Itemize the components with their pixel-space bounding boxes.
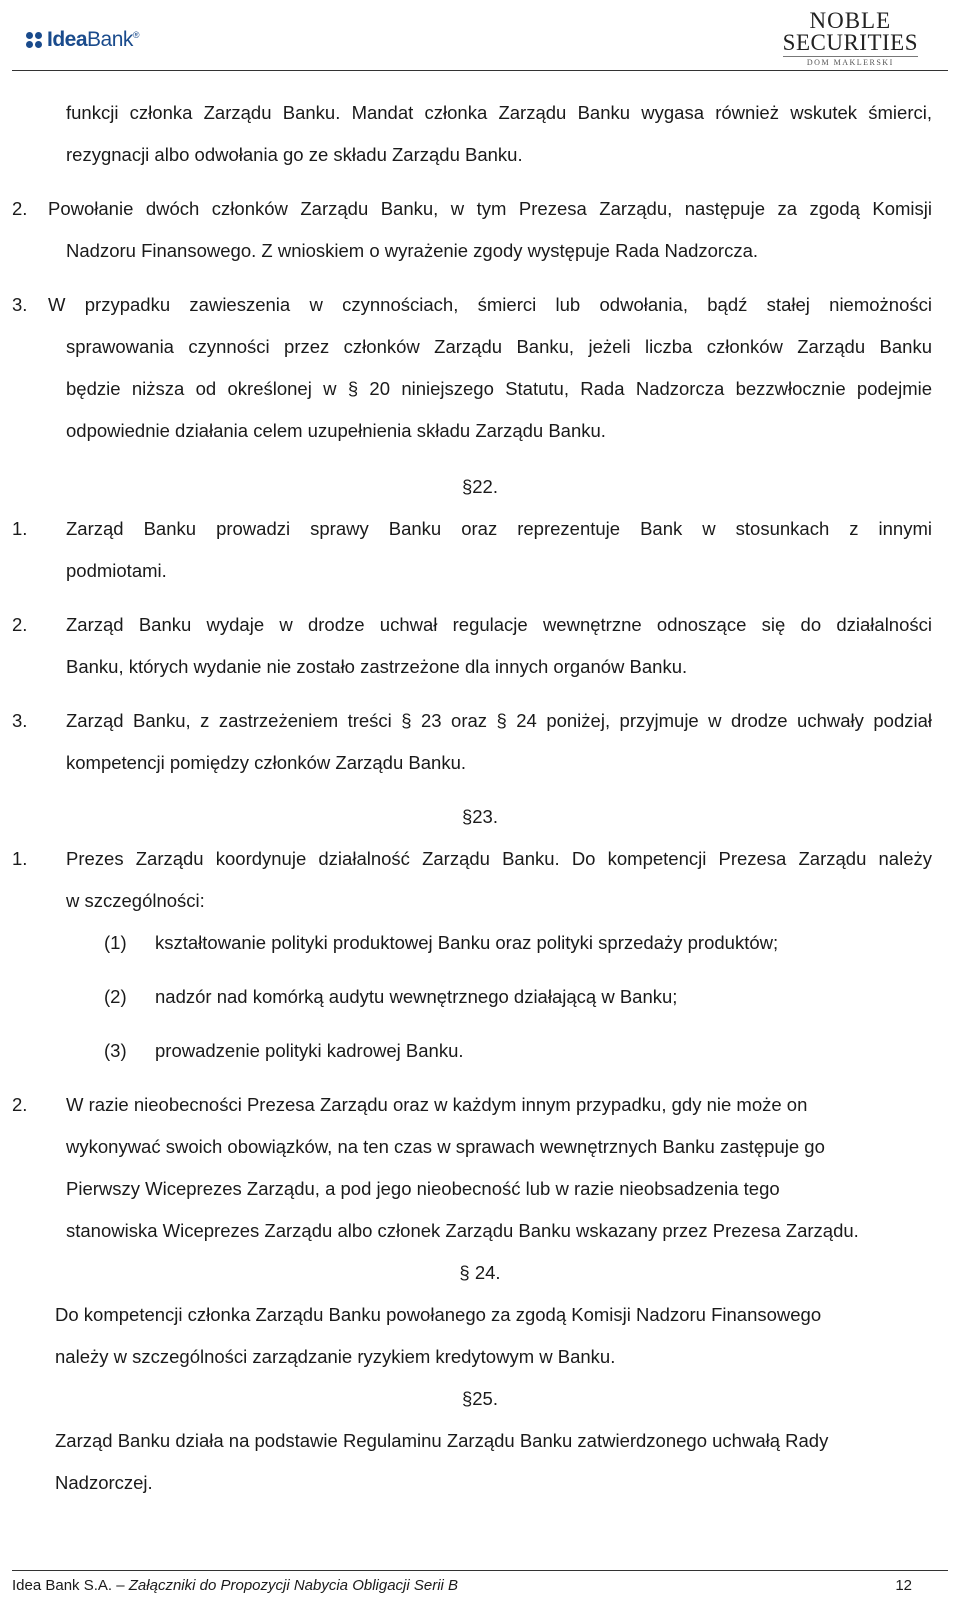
body-line: Banku, których wydanie nie zostało zastrzeżone dla innych organów Banku. xyxy=(66,656,688,677)
footer-title xyxy=(12,1577,458,1594)
item-number: 2. xyxy=(12,614,28,635)
logo-securities: SECURITIES xyxy=(782,30,918,55)
list-item: nadzór nad komórką audytu wewnętrznego działającą w Banku; xyxy=(155,986,678,1007)
body-line: w szczególności: xyxy=(66,890,205,911)
list-item-number: (3) xyxy=(104,1040,127,1061)
body-line: Zarząd Banku prowadzi sprawy Banku oraz reprezentuje Bank w stosunkach z innymi xyxy=(66,518,932,539)
list-item: prowadzenie polityki kadrowej Banku. xyxy=(155,1040,464,1061)
idea-bank-logo: IdeaBank® xyxy=(26,28,139,52)
item-number: 2. xyxy=(12,198,28,219)
footer-divider xyxy=(12,1570,948,1571)
body-line: Do kompetencji członka Zarządu Banku powołanego za zgodą Komisji Nadzoru Finansowego xyxy=(55,1304,822,1325)
body-line: rezygnacji albo odwołania go ze składu Zarządu Banku. xyxy=(66,144,523,165)
page-number: 12 xyxy=(895,1577,912,1594)
section-heading: § 24. xyxy=(459,1262,501,1283)
body-line: Powołanie dwóch członków Zarządu Banku, w tym Prezesa Zarządu, następuje za zgodą Komisji xyxy=(48,198,932,219)
body-line: Nadzorczej. xyxy=(55,1472,153,1493)
logo-text-bold: Idea xyxy=(47,28,88,51)
item-number: 3. xyxy=(12,294,28,315)
section-heading: §22. xyxy=(461,476,498,497)
list-item-number: (1) xyxy=(104,932,127,953)
header-divider xyxy=(12,70,948,71)
item-number: 1. xyxy=(12,848,28,869)
body-line: Nadzoru Finansowego. Z wnioskiem o wyrażenie zgody występuje Rada Nadzorcza. xyxy=(66,240,759,261)
footer-dash: – xyxy=(112,1577,129,1594)
footer-company: Idea Bank S.A. xyxy=(12,1577,113,1594)
body-line: Pierwszy Wiceprezes Zarządu, a pod jego nieobecność lub w razie nieobsadzenia tego xyxy=(66,1178,780,1199)
body-line: stanowiska Wiceprezes Zarządu albo członek Zarządu Banku wskazany przez Prezesa Zarządu. xyxy=(66,1220,859,1241)
logo-dom-maklerski: DOM MAKLERSKI xyxy=(783,56,918,67)
body-line: Prezes Zarządu koordynuje działalność Zarządu Banku. Do kompetencji Prezesa Zarządu należy xyxy=(66,848,932,869)
logo-text-rest: Bank xyxy=(87,28,133,51)
section-heading: §23. xyxy=(461,806,498,827)
section-heading: §25. xyxy=(461,1388,498,1409)
body-line: Zarząd Banku wydaje w drodze uchwał regulacje wewnętrzne odnoszące się do działalności xyxy=(66,614,932,635)
item-number: 2. xyxy=(12,1094,28,1115)
body-line: W razie nieobecności Prezesa Zarządu oraz w każdym innym przypadku, gdy nie może on xyxy=(66,1094,808,1115)
logo-noble: NOBLE xyxy=(809,8,892,33)
list-item: kształtowanie polityki produktowej Banku oraz polityki sprzedaży produktów; xyxy=(155,932,779,953)
body-line: funkcji członka Zarządu Banku. Mandat członka Zarządu Banku wygasa również wskutek śmierci, xyxy=(66,102,932,123)
logo-dots-icon xyxy=(26,32,42,48)
body-line: podmiotami. xyxy=(66,560,167,581)
footer-doc-title: Załączniki do Propozycji Nabycia Obligacji Serii B xyxy=(128,1577,459,1594)
body-line: należy w szczególności zarządzanie ryzykiem kredytowym w Banku. xyxy=(55,1346,616,1367)
body-line: odpowiednie działania celem uzupełnienia składu Zarządu Banku. xyxy=(66,420,606,441)
item-number: 3. xyxy=(12,710,28,731)
list-item-number: (2) xyxy=(104,986,127,1007)
body-line: Zarząd Banku działa na podstawie Regulaminu Zarządu Banku zatwierdzonego uchwałą Rady xyxy=(55,1430,829,1451)
noble-securities-logo xyxy=(783,10,918,67)
body-line: W przypadku zawieszenia w czynnościach, śmierci lub odwołania, bądź stałej niemożności xyxy=(48,294,932,315)
body-line: będzie niższa od określonej w § 20 niniejszego Statutu, Rada Nadzorcza bezzwłocznie podejmie xyxy=(66,378,932,399)
body-line: wykonywać swoich obowiązków, na ten czas w sprawach wewnętrznych Banku zastępuje go xyxy=(66,1136,825,1157)
item-number: 1. xyxy=(12,518,28,539)
body-line: sprawowania czynności przez członków Zarządu Banku, jeżeli liczba członków Zarządu Banku xyxy=(66,336,932,357)
body-line: Zarząd Banku, z zastrzeżeniem treści § 23 oraz § 24 poniżej, przyjmuje w drodze uchwały podział xyxy=(66,710,932,731)
body-line: kompetencji pomiędzy członków Zarządu Banku. xyxy=(66,752,466,773)
